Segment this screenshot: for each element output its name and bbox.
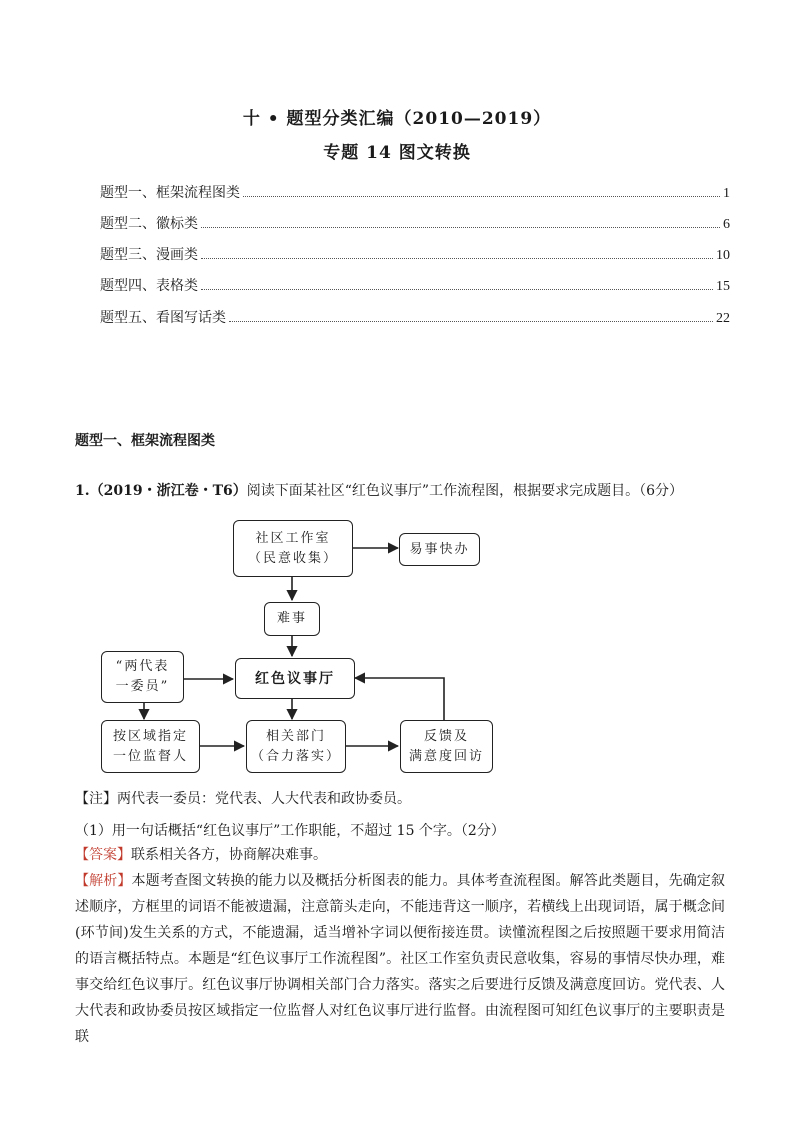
box-community-office-line1: 社区工作室 bbox=[255, 530, 331, 546]
toc-page-number: 1 bbox=[723, 186, 730, 201]
box-red-hall-label: 红色议事厅 bbox=[255, 670, 335, 687]
note-line bbox=[75, 786, 725, 812]
box-feedback bbox=[400, 720, 493, 773]
sub-question: （1）用一句话概括“红色议事厅”工作职能，不超过 15 个字。（2分） bbox=[75, 823, 505, 839]
box-easy-matters-label: 易事快办 bbox=[409, 541, 470, 557]
box-departments-line1: 相关部门 bbox=[265, 728, 326, 744]
toc-page-number: 15 bbox=[716, 279, 730, 294]
answer-text: 联系相关各方，协商解决难事。 bbox=[131, 847, 327, 863]
arrow-feedback-to-hall bbox=[355, 678, 444, 720]
box-red-hall bbox=[235, 658, 355, 699]
box-supervisor-line2: 一位监督人 bbox=[112, 748, 188, 764]
box-departments-line2: （合力落实） bbox=[250, 748, 341, 764]
note-tag: 【注】 bbox=[75, 791, 117, 807]
box-supervisor bbox=[101, 720, 200, 773]
box-deputies-line2: 一委员” bbox=[115, 679, 170, 694]
toc-label: 题型五、看图写话类 bbox=[100, 310, 226, 326]
note-text: 两代表一委员：党代表、人大代表和政协委员。 bbox=[117, 791, 411, 807]
box-departments bbox=[246, 720, 346, 773]
analysis-tag: 【解析】 bbox=[75, 873, 132, 889]
section-heading: 题型一、框架流程图类 bbox=[75, 433, 215, 449]
box-hard-matters bbox=[264, 602, 320, 636]
document-title: 十 • 题型分类汇编（2010—2019） bbox=[242, 109, 552, 129]
box-feedback-line2: 满意度回访 bbox=[408, 748, 484, 764]
box-easy-matters bbox=[399, 533, 480, 566]
box-feedback-line1: 反馈及 bbox=[423, 728, 469, 744]
toc-label: 题型一、框架流程图类 bbox=[100, 185, 240, 201]
analysis-paragraph bbox=[75, 868, 725, 1050]
document-subtitle: 专题 14 图文转换 bbox=[323, 143, 471, 163]
question-text: 阅读下面某社区“红色议事厅”工作流程图，根据要求完成题目。（6分） bbox=[246, 483, 683, 499]
box-community-office bbox=[233, 520, 353, 577]
box-deputies bbox=[101, 651, 184, 703]
toc-page-number: 10 bbox=[716, 248, 730, 263]
analysis-text: 本题考查图文转换的能力以及概括分析图表的能力。具体考查流程图。解答此类题目，先确定叙述顺序，方框里的词语不能被遗漏，注意箭头走向，不能违背这一顺序，若横线上出现词语，属于概念间(环节间)发生关系的方式，不能遗漏，适当增补字词以便衔接连贯。读懂流程图之后按照题干要求用简洁的语言概括特点。本题是“红色议事厅工作流程图”。社区工作室负责民意收集，容易的事情尽快办理，难事交给红色议事厅。红色议事厅协调相关部门合力落实。落实之后要进行反馈及满意度回访。党代表、人大代表和政协委员按区域指定一位监督人对红色议事厅进行监督。由流程图可知红色议事厅的主要职责是联 bbox=[75, 873, 726, 1045]
toc-page-number: 6 bbox=[723, 217, 730, 232]
toc-page-number: 22 bbox=[716, 311, 730, 326]
answer-line bbox=[75, 842, 725, 868]
answer-tag: 【答案】 bbox=[75, 847, 131, 863]
box-deputies-line1: “两代表 bbox=[115, 659, 170, 674]
box-supervisor-line1: 按区域指定 bbox=[112, 728, 188, 744]
toc-label: 题型四、表格类 bbox=[100, 278, 198, 294]
toc-label: 题型三、漫画类 bbox=[100, 247, 198, 263]
question-number: 1. bbox=[75, 483, 90, 499]
question-source: （2019・浙江卷・T6） bbox=[89, 483, 247, 499]
toc-label: 题型二、徽标类 bbox=[100, 216, 198, 232]
box-hard-matters-label: 难事 bbox=[276, 611, 307, 626]
box-community-office-line2: （民意收集） bbox=[247, 550, 338, 566]
